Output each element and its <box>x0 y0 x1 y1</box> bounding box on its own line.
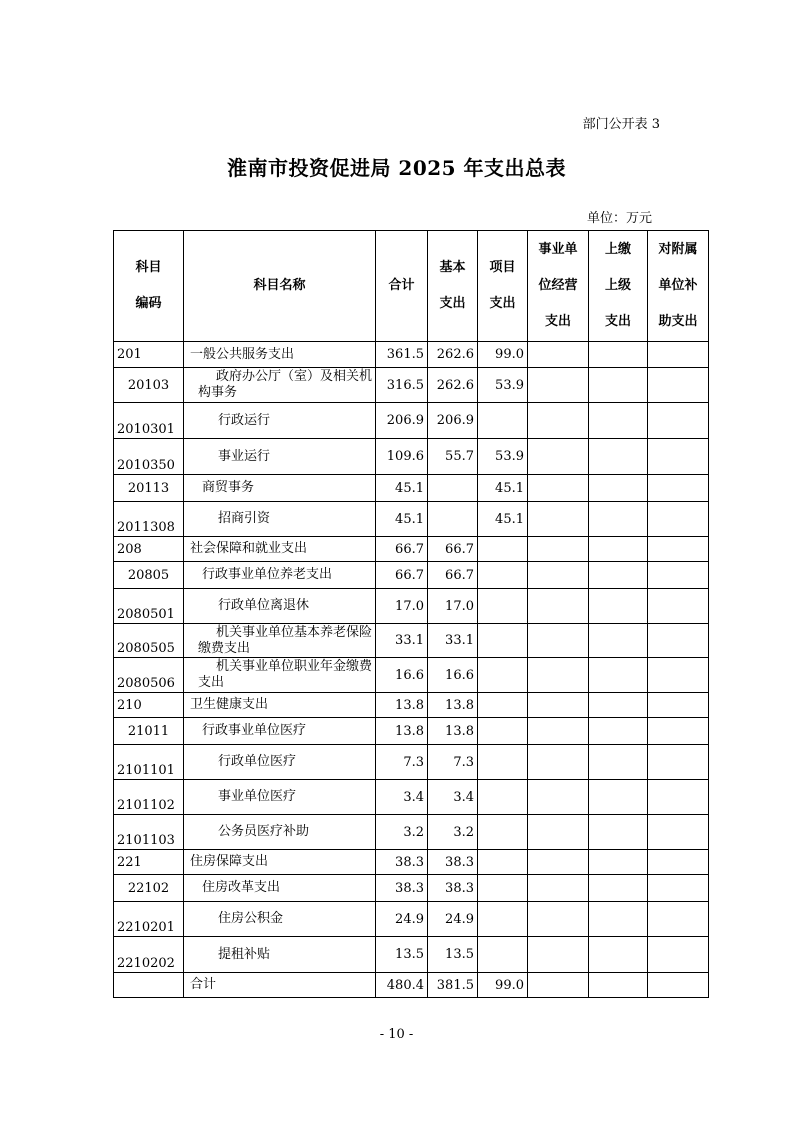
row-project: 53.9 <box>478 439 528 475</box>
header-business-line-1: 事业单 <box>538 242 578 257</box>
row-code: 210 <box>114 693 184 718</box>
row-code: 2101103 <box>114 815 184 850</box>
row-total: 206.9 <box>376 403 428 439</box>
row-name: 行政单位医疗 <box>184 745 376 780</box>
total-code <box>114 973 184 998</box>
row-subsidy <box>648 815 709 850</box>
row-project <box>478 745 528 780</box>
row-business <box>528 537 589 562</box>
row-name: 社会保障和就业支出 <box>184 537 376 562</box>
row-code: 2080506 <box>114 658 184 693</box>
row-subsidy <box>648 502 709 537</box>
row-business <box>528 850 589 875</box>
row-basic: 13.8 <box>428 693 478 718</box>
row-code: 208 <box>114 537 184 562</box>
row-business <box>528 815 589 850</box>
row-total: 13.8 <box>376 718 428 745</box>
row-name: 机关事业单位基本养老保险缴费支出 <box>184 624 376 658</box>
row-code: 2210202 <box>114 937 184 973</box>
header-upper <box>589 231 648 342</box>
row-code: 2101102 <box>114 780 184 815</box>
row-project <box>478 875 528 902</box>
table-row <box>114 937 709 973</box>
row-subsidy <box>648 342 709 368</box>
row-business <box>528 589 589 624</box>
row-business <box>528 658 589 693</box>
row-subsidy <box>648 562 709 589</box>
row-upper <box>589 875 648 902</box>
row-business <box>528 342 589 368</box>
row-subsidy <box>648 937 709 973</box>
row-code: 20113 <box>114 475 184 502</box>
table-row <box>114 475 709 502</box>
row-code: 2011308 <box>114 502 184 537</box>
row-subsidy <box>648 368 709 403</box>
header-business <box>528 231 589 342</box>
total-business <box>528 973 589 998</box>
row-basic: 13.8 <box>428 718 478 745</box>
row-upper <box>589 475 648 502</box>
row-business <box>528 439 589 475</box>
table-row <box>114 815 709 850</box>
row-name: 卫生健康支出 <box>184 693 376 718</box>
header-subsidy-line-3: 助支出 <box>658 314 698 329</box>
row-total: 33.1 <box>376 624 428 658</box>
header-code-line-2: 编码 <box>135 296 162 311</box>
row-project <box>478 537 528 562</box>
table-row <box>114 342 709 368</box>
table-row <box>114 562 709 589</box>
row-total: 109.6 <box>376 439 428 475</box>
row-subsidy <box>648 745 709 780</box>
row-name: 行政事业单位医疗 <box>184 718 376 745</box>
header-basic-line-2: 支出 <box>439 296 466 311</box>
header-project-line-2: 支出 <box>489 296 516 311</box>
total-label: 合计 <box>184 973 376 998</box>
table-row <box>114 403 709 439</box>
row-code: 221 <box>114 850 184 875</box>
row-basic <box>428 502 478 537</box>
row-business <box>528 875 589 902</box>
row-code: 2080501 <box>114 589 184 624</box>
header-upper-line-3: 支出 <box>604 314 631 329</box>
row-subsidy <box>648 658 709 693</box>
row-subsidy <box>648 403 709 439</box>
row-name: 住房改革支出 <box>184 875 376 902</box>
row-upper <box>589 368 648 403</box>
row-project <box>478 902 528 937</box>
row-name: 一般公共服务支出 <box>184 342 376 368</box>
page-title: 淮南市投资促进局 2025 年支出总表 <box>226 156 567 180</box>
row-subsidy <box>648 589 709 624</box>
row-business <box>528 502 589 537</box>
row-project <box>478 937 528 973</box>
row-subsidy <box>648 475 709 502</box>
header-code-line-1: 科目 <box>135 260 162 275</box>
row-total: 16.6 <box>376 658 428 693</box>
table-row <box>114 658 709 693</box>
row-upper <box>589 850 648 875</box>
row-business <box>528 562 589 589</box>
total-subsidy <box>648 973 709 998</box>
row-basic: 17.0 <box>428 589 478 624</box>
row-subsidy <box>648 537 709 562</box>
row-subsidy <box>648 850 709 875</box>
row-upper <box>589 815 648 850</box>
total-row <box>114 973 709 998</box>
row-name: 招商引资 <box>184 502 376 537</box>
row-business <box>528 368 589 403</box>
row-basic: 55.7 <box>428 439 478 475</box>
row-upper <box>589 624 648 658</box>
row-total: 38.3 <box>376 850 428 875</box>
row-basic: 262.6 <box>428 368 478 403</box>
row-code: 2210201 <box>114 902 184 937</box>
header-subsidy-line-2: 单位补 <box>658 278 698 293</box>
row-total: 38.3 <box>376 875 428 902</box>
row-upper <box>589 937 648 973</box>
row-project <box>478 624 528 658</box>
header-upper-line-2: 上级 <box>604 278 631 293</box>
row-name: 机关事业单位职业年金缴费支出 <box>184 658 376 693</box>
row-code: 201 <box>114 342 184 368</box>
row-upper <box>589 589 648 624</box>
row-subsidy <box>648 624 709 658</box>
row-subsidy <box>648 718 709 745</box>
row-project <box>478 815 528 850</box>
row-basic: 262.6 <box>428 342 478 368</box>
row-project: 53.9 <box>478 368 528 403</box>
row-subsidy <box>648 693 709 718</box>
row-upper <box>589 502 648 537</box>
table-row <box>114 693 709 718</box>
row-name: 商贸事务 <box>184 475 376 502</box>
row-project: 45.1 <box>478 475 528 502</box>
row-upper <box>589 342 648 368</box>
row-total: 24.9 <box>376 902 428 937</box>
row-name: 住房公积金 <box>184 902 376 937</box>
row-subsidy <box>648 439 709 475</box>
row-total: 66.7 <box>376 562 428 589</box>
row-business <box>528 403 589 439</box>
row-upper <box>589 745 648 780</box>
table-row <box>114 624 709 658</box>
row-name: 事业单位医疗 <box>184 780 376 815</box>
row-basic: 3.2 <box>428 815 478 850</box>
row-total: 316.5 <box>376 368 428 403</box>
row-basic: 16.6 <box>428 658 478 693</box>
row-total: 45.1 <box>376 502 428 537</box>
table-row <box>114 718 709 745</box>
row-business <box>528 624 589 658</box>
row-upper <box>589 693 648 718</box>
row-name: 行政事业单位养老支出 <box>184 562 376 589</box>
total-project: 99.0 <box>478 973 528 998</box>
header-business-line-2: 位经营 <box>538 278 578 293</box>
row-project <box>478 850 528 875</box>
header-code <box>114 231 184 342</box>
row-code: 21011 <box>114 718 184 745</box>
row-name: 住房保障支出 <box>184 850 376 875</box>
row-upper <box>589 403 648 439</box>
row-total: 361.5 <box>376 342 428 368</box>
row-upper <box>589 562 648 589</box>
header-project-line-1: 项目 <box>489 260 516 275</box>
header-business-line-3: 支出 <box>544 314 571 329</box>
row-total: 17.0 <box>376 589 428 624</box>
row-total: 7.3 <box>376 745 428 780</box>
row-basic <box>428 475 478 502</box>
row-name: 提租补贴 <box>184 937 376 973</box>
table-row <box>114 589 709 624</box>
header-basic <box>428 231 478 342</box>
table-row <box>114 780 709 815</box>
row-basic: 7.3 <box>428 745 478 780</box>
row-business <box>528 937 589 973</box>
table-row <box>114 850 709 875</box>
row-code: 2080505 <box>114 624 184 658</box>
row-basic: 206.9 <box>428 403 478 439</box>
row-business <box>528 718 589 745</box>
header-upper-line-1: 上缴 <box>604 242 631 257</box>
row-name: 行政运行 <box>184 403 376 439</box>
row-upper <box>589 780 648 815</box>
row-business <box>528 902 589 937</box>
row-code: 20103 <box>114 368 184 403</box>
row-upper <box>589 439 648 475</box>
unit-label: 单位：万元 <box>586 211 652 226</box>
header-name: 科目名称 <box>184 231 376 342</box>
row-code: 2010350 <box>114 439 184 475</box>
row-name: 事业运行 <box>184 439 376 475</box>
row-business <box>528 780 589 815</box>
row-project <box>478 718 528 745</box>
row-project <box>478 403 528 439</box>
row-upper <box>589 658 648 693</box>
row-total: 66.7 <box>376 537 428 562</box>
row-total: 3.2 <box>376 815 428 850</box>
row-subsidy <box>648 902 709 937</box>
row-code: 2101101 <box>114 745 184 780</box>
row-upper <box>589 537 648 562</box>
row-basic: 66.7 <box>428 537 478 562</box>
table-header-row <box>114 231 709 342</box>
header-subsidy <box>648 231 709 342</box>
row-code: 2010301 <box>114 403 184 439</box>
row-basic: 38.3 <box>428 850 478 875</box>
row-upper <box>589 718 648 745</box>
row-total: 13.5 <box>376 937 428 973</box>
row-project: 45.1 <box>478 502 528 537</box>
table-row <box>114 902 709 937</box>
expenditure-table <box>113 230 709 998</box>
row-name: 行政单位离退休 <box>184 589 376 624</box>
row-basic: 38.3 <box>428 875 478 902</box>
table-row <box>114 745 709 780</box>
document-tag: 部门公开表 3 <box>582 117 660 132</box>
row-project <box>478 658 528 693</box>
row-basic: 66.7 <box>428 562 478 589</box>
row-project <box>478 589 528 624</box>
row-basic: 3.4 <box>428 780 478 815</box>
header-project <box>478 231 528 342</box>
total-basic: 381.5 <box>428 973 478 998</box>
row-business <box>528 693 589 718</box>
row-project <box>478 780 528 815</box>
row-name: 公务员医疗补助 <box>184 815 376 850</box>
row-total: 45.1 <box>376 475 428 502</box>
header-basic-line-1: 基本 <box>439 260 466 275</box>
row-subsidy <box>648 875 709 902</box>
row-business <box>528 475 589 502</box>
row-project: 99.0 <box>478 342 528 368</box>
row-name: 政府办公厅（室）及相关机构事务 <box>184 368 376 403</box>
table-row <box>114 439 709 475</box>
row-project <box>478 693 528 718</box>
row-basic: 33.1 <box>428 624 478 658</box>
table-row <box>114 537 709 562</box>
total-upper <box>589 973 648 998</box>
row-basic: 13.5 <box>428 937 478 973</box>
total-total: 480.4 <box>376 973 428 998</box>
header-subsidy-line-1: 对附属 <box>658 242 698 257</box>
page-number: - 10 - <box>379 1027 414 1042</box>
row-basic: 24.9 <box>428 902 478 937</box>
row-total: 3.4 <box>376 780 428 815</box>
table-row <box>114 502 709 537</box>
row-subsidy <box>648 780 709 815</box>
row-code: 20805 <box>114 562 184 589</box>
row-upper <box>589 902 648 937</box>
header-total: 合计 <box>376 231 428 342</box>
row-business <box>528 745 589 780</box>
row-code: 22102 <box>114 875 184 902</box>
table-row <box>114 875 709 902</box>
row-total: 13.8 <box>376 693 428 718</box>
row-project <box>478 562 528 589</box>
table-row <box>114 368 709 403</box>
